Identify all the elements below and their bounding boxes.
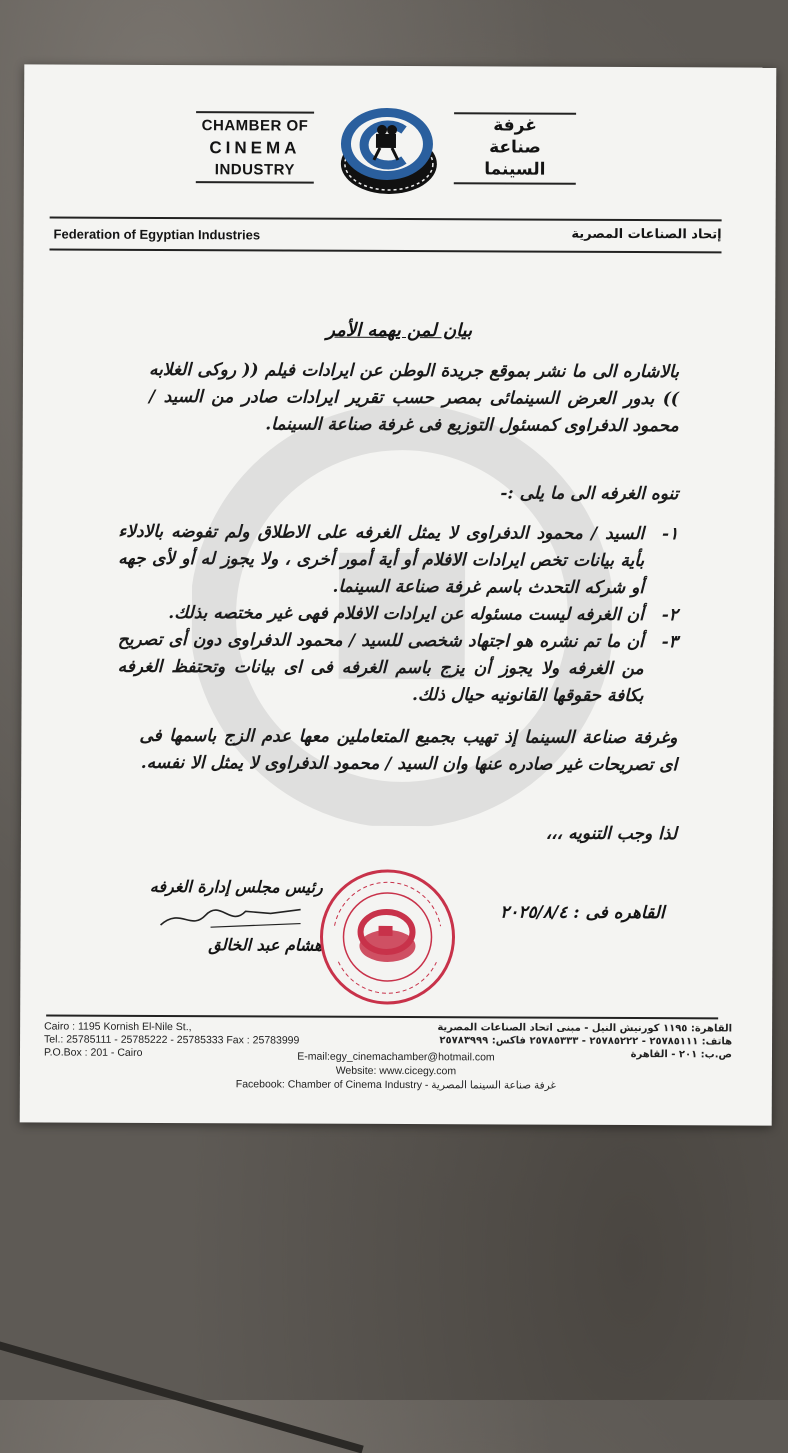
table-edge (0, 1330, 364, 1453)
list-item (118, 627, 678, 710)
item-text: أن الغرفه ليست مسئوله عن ايرادات الافلام فهى غير مختصه بذلك. (168, 602, 644, 626)
footer-contacts (20, 1048, 772, 1093)
list-item (118, 519, 678, 602)
item-text: أن ما تم نشره هو اجتهاد شخصى للسيد / محمود الدفراوى دون أى تصريح من الغرفه ولا يجوز أن يزج باسم الغرفه فى اى بيانات وتحتفظ الغرفه بكافة حقوقها القانونيه حيال ذلك. (117, 629, 644, 707)
handwritten-signature-icon (151, 897, 311, 938)
paragraph-1: بالاشاره الى ما نشر بموقع جريدة الوطن عن ايرادات فيلم (( روكى الغلابه )) بدور العرض السينمائى بمصر حسب تقرير ايرادات صادر من السيد / محمود الدفراوى كمسئول التوزيع فى غرفة صناعة السينما. (148, 359, 680, 437)
footer-website: Website: www.cicegy.com (335, 1064, 457, 1078)
closing-paragraph: وغرفة صناعة السينما إذ تهيب بجميع المتعاملين معها عدم الزج باسمها فى اى تصريحات غير صادره عنها وان السيد / محمود الدفراوى لا يمثل الا نفسه. (139, 725, 678, 776)
footer-en-address: Cairo : 1195 Kornish El-Nile St., (44, 1020, 192, 1034)
letterhead-en-line3: INDUSTRY (214, 161, 295, 179)
footer-en-pobox: P.O.Box : 201 - Cairo (43, 1046, 143, 1059)
list-item (118, 600, 678, 629)
footer-ar-address: القاهرة: ١١٩٥ كورنيش النيل - مبنى اتحاد الصناعات المصرية (437, 1022, 733, 1035)
items-list (118, 519, 679, 710)
item-number: ٣- (661, 632, 678, 653)
federation-english: Federation of Egyptian Industries (53, 226, 261, 243)
letterhead-en-line1: CHAMBER OF (201, 117, 309, 135)
item-number: ٢- (661, 605, 678, 626)
divider-bottom (49, 248, 721, 253)
footer-ar-phone: هاتف: ٢٥٧٨٥١١١ - ٢٥٧٨٥٢٢٢ - ٢٥٧٨٥٣٣٣ فاكس: ٢٥٧٨٣٩٩٩ (439, 1035, 733, 1048)
intro-line: تنوه الغرفه الى ما يلى :- (500, 483, 679, 505)
footer-ar-pobox: ص.ب: ٢٠١ - القاهرة (630, 1049, 733, 1061)
divider-top (50, 216, 722, 221)
footer-facebook: Facebook: Chamber of Cinema Industry - غرفة صناعة السينما المصرية (235, 1078, 556, 1092)
federation-arabic: إتحاد الصناعات المصرية (571, 226, 722, 243)
letterhead-en-line2: CINEMA (209, 138, 301, 158)
letterhead-ar-line1: غرفة (493, 115, 537, 136)
signatory-title: رئيس مجلس إدارة الغرفه (149, 876, 323, 897)
letterhead-arabic (454, 112, 576, 185)
letterhead-ar-line2: صناعة (489, 137, 541, 158)
letterhead-ar-line3: السينما (484, 159, 546, 180)
place-and-date: القاهره فى : ٢٠٢٥/٨/٤ (500, 902, 665, 924)
chamber-logo-icon (332, 102, 442, 202)
letter-title: بيان لمن يهمه الأمر (326, 319, 473, 342)
finale-line: لذا وجب التنويه ،،، (545, 823, 678, 845)
footer-en-phone: Tel.: 25785111 - 25785222 - 25785333 Fax : 25783999 (44, 1033, 300, 1047)
official-stamp-icon (316, 866, 459, 1009)
letter-sheet (20, 64, 777, 1125)
signatory-name: هشام عبد الخالق (208, 935, 323, 955)
footer-email: E-mail:egy_cinemachamber@hotmail.com (297, 1050, 495, 1064)
footer-divider (46, 1014, 718, 1019)
item-text: السيد / محمود الدفراوى لا يمثل الغرفه على الاطلاق ولم تفوضه بالادلاء بأية بيانات تخص ايرادات الافلام أو أية أمور أخرى ، ولا يجوز له أو لأى جهه أو شركه التحدث باسم غرفة صناعة السينما. (118, 521, 645, 599)
letterhead-english (196, 111, 314, 184)
item-number: ١- (662, 524, 679, 545)
